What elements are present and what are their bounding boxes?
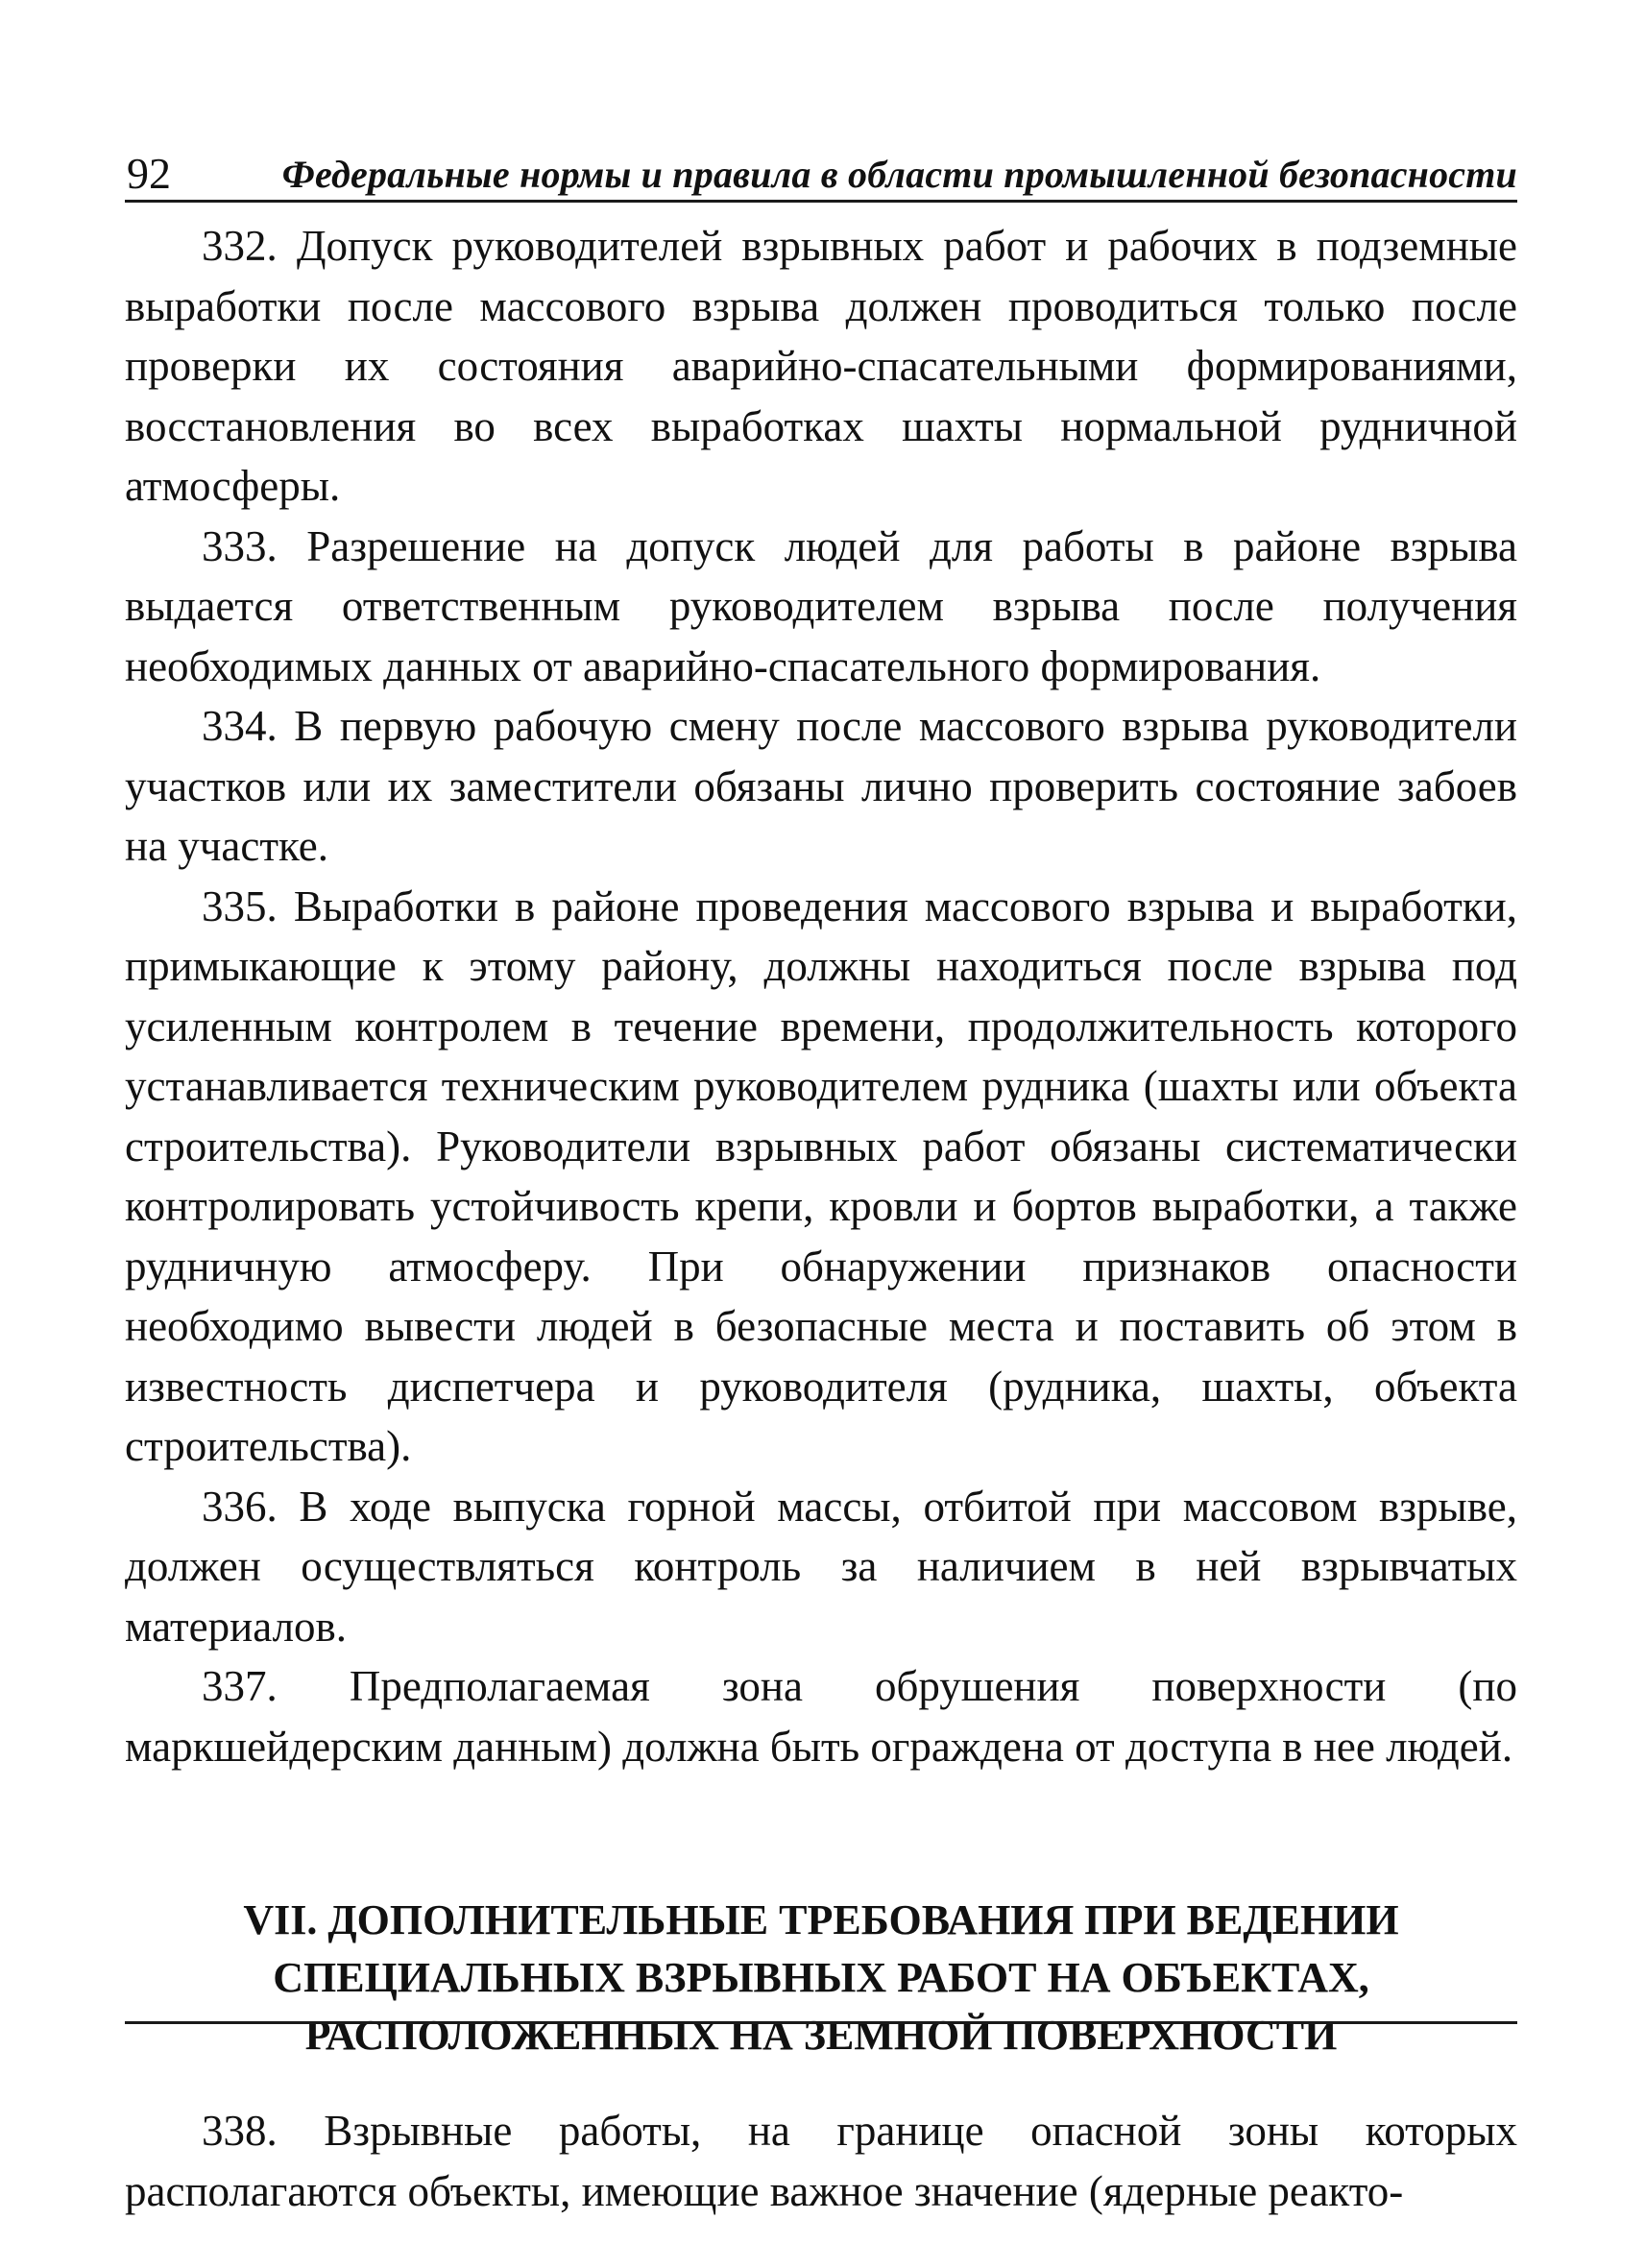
paragraph-338: 338. Взрывные работы, на границе опасной зоны которых располагаются объекты, имеющие важное значение (ядерные реакто-: [125, 2107, 1517, 2215]
paragraph-335: 335. Выработки в районе проведения массового взрыва и выработки, примыкающие к этому району, должны находиться после взрыва под усиленным контролем в течение времени, продолжительность которого устанавливается техническим руководителем рудника (шахты или объекта строительства). Руководители взрывных работ обязаны систематически контролировать устойчивость крепи, кровли и бортов выработки, а также рудничную атмосферу. При обнаружении признаков опасности необходимо вывести людей в безопасные места и поставить об этом в известность диспетчера и руководителя (рудника, шахты, объекта строительства).: [125, 881, 1517, 1470]
section-heading-line: VII. ДОПОЛНИТЕЛЬНЫЕ ТРЕБОВАНИЯ ПРИ ВЕДЕНИИ: [243, 1896, 1399, 1943]
body-text: [125, 216, 1517, 2221]
document-page: [125, 144, 1517, 2221]
section-heading: [125, 1892, 1517, 2064]
footer-rule: [125, 2021, 1517, 2024]
running-header: [125, 144, 1517, 203]
page-number: 92: [127, 149, 171, 198]
running-title: Федеральные нормы и правила в области промышленной безопасности: [281, 153, 1517, 196]
section-heading-line: РАСПОЛОЖЕННЫХ НА ЗЕМНОЙ ПОВЕРХНОСТИ: [304, 2012, 1338, 2059]
paragraph-336: 336. В ходе выпуска горной массы, отбитой при массовом взрыве, должен осуществляться контроль за наличием в ней взрывчатых материалов.: [125, 1482, 1517, 1651]
section-heading-line: СПЕЦИАЛЬНЫХ ВЗРЫВНЫХ РАБОТ НА ОБЪЕКТАХ,: [273, 1954, 1369, 2001]
paragraph-332: 332. Допуск руководителей взрывных работ и рабочих в подземные выработки после массового взрыва должен проводиться только после проверки их состояния аварийно-спасательными формированиями, восстановления во всех выработках шахты нормальной рудничной атмосферы.: [125, 222, 1517, 510]
paragraph-334: 334. В первую рабочую смену после массового взрыва руководители участков или их заместители обязаны лично проверить состояние забоев на участке.: [125, 702, 1517, 870]
paragraph-337: 337. Предполагаемая зона обрушения поверхности (по маркшейдерским данным) должна быть ограждена от доступа в нее людей.: [125, 1662, 1517, 1771]
paragraph-333: 333. Разрешение на допуск людей для работы в районе взрыва выдается ответственным руководителем взрыва после получения необходимых данных от аварийно-спасательного формирования.: [125, 521, 1517, 690]
